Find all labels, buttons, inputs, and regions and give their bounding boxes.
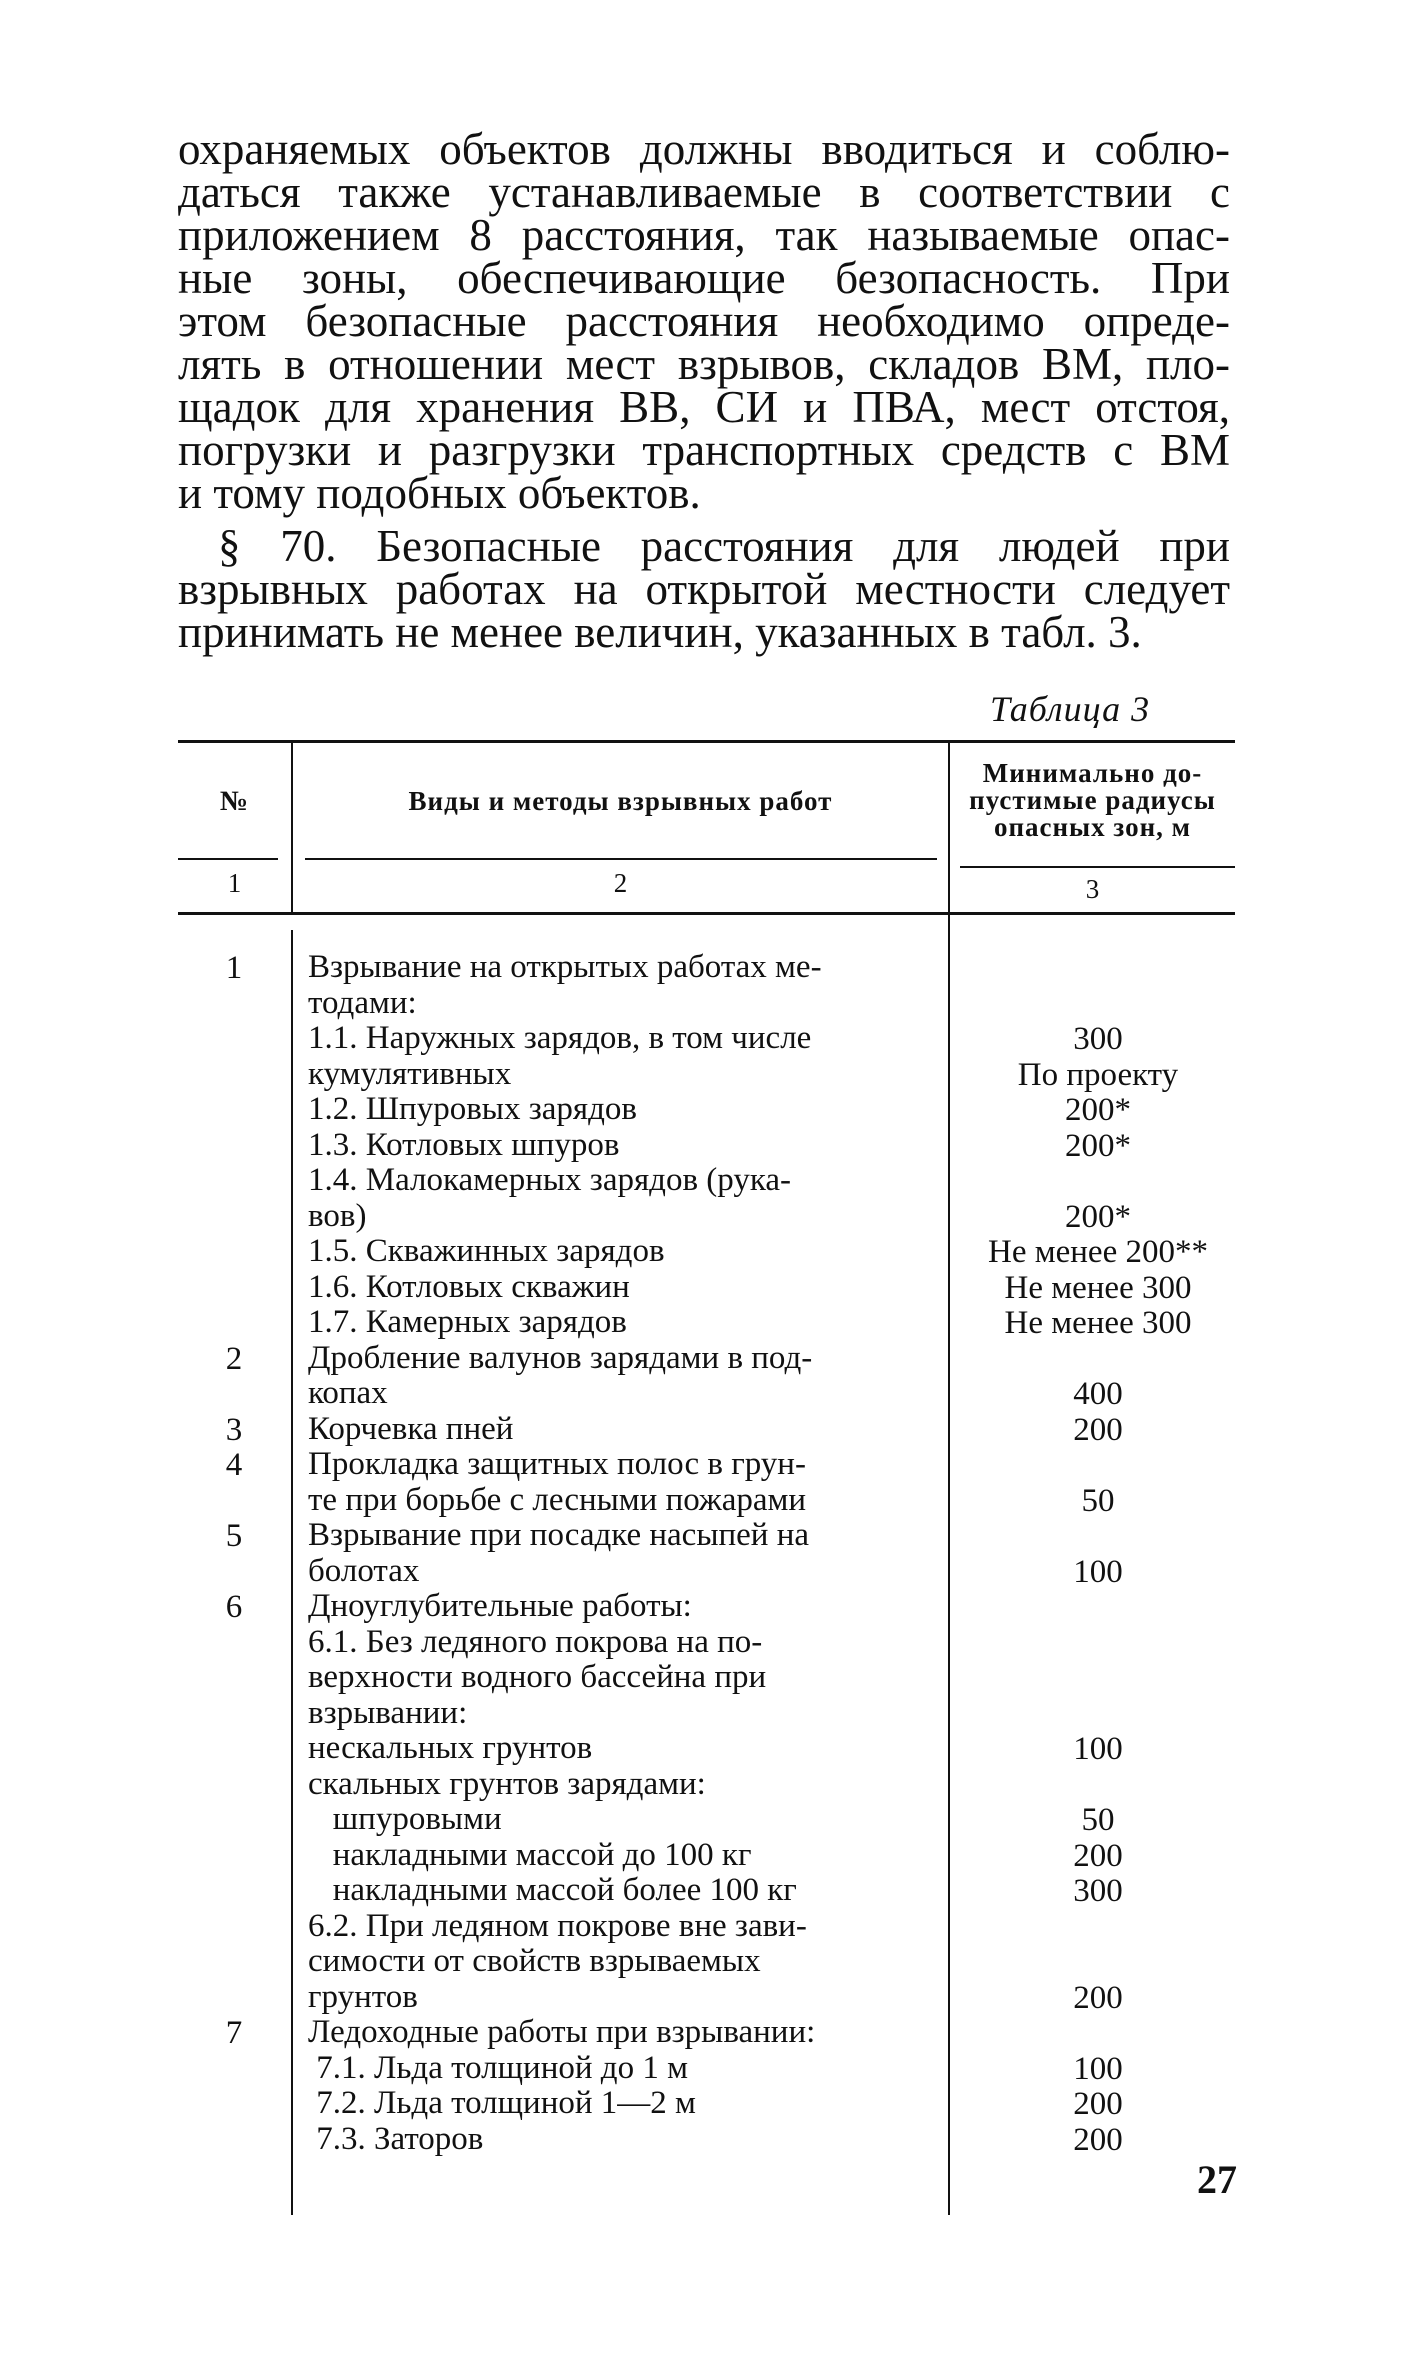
colnum-1: 1 xyxy=(227,868,242,898)
header-num: № xyxy=(219,786,250,817)
page-number: 27 xyxy=(1197,2157,1237,2202)
row-value: По проекту xyxy=(1017,1056,1179,1093)
row-description: 1.1. Наружных зарядов, в том числе xyxy=(308,1020,812,1056)
row-description: 7.1. Льда толщиной до 1 м xyxy=(308,2049,688,2086)
header-radius-line1: Минимально до- xyxy=(982,758,1203,788)
paragraph-line: лять в отношении мест взрывов, складов ВМ, пло- xyxy=(178,339,1230,389)
vline-2 xyxy=(948,740,950,2215)
row-description: болотах xyxy=(308,1552,420,1589)
row-description: накладными массой до 100 кг xyxy=(308,1836,752,1873)
paragraph-line: охраняемых объектов должны вводиться и соблю- xyxy=(178,124,1230,174)
row-description: Дробление валунов зарядами в под- xyxy=(308,1339,813,1376)
row-description: Ледоходные работы при взрывании: xyxy=(308,2014,816,2050)
paragraph-line: принимать не менее величин, указанных в табл. 3. xyxy=(178,607,1142,657)
paragraph-line: даться также устанавливаемые в соответствии с xyxy=(178,167,1230,217)
row-value: 200* xyxy=(1065,1127,1131,1164)
row-description: Взрывание на открытых работах ме- xyxy=(308,949,822,985)
row-description: 7.2. Льда толщиной 1—2 м xyxy=(308,2085,696,2121)
row-value: 100 xyxy=(1073,2050,1123,2087)
row-description: 1.4. Малокамерных зарядов (рука- xyxy=(308,1162,791,1198)
row-value: 100 xyxy=(1073,1731,1123,1767)
paragraph-line: взрывных работах на открытой местности следует xyxy=(178,564,1230,614)
row-description: 1.5. Скважинных зарядов xyxy=(308,1233,665,1269)
row-description: 1.3. Котловых шпуров xyxy=(308,1126,620,1163)
row-description: кумулятивных xyxy=(308,1055,512,1092)
row-value: 200 xyxy=(1073,1837,1123,1874)
header-radius-line2: пустимые радиусы xyxy=(969,785,1216,815)
paragraph-2 xyxy=(178,521,1230,657)
paragraph-1 xyxy=(178,124,1230,518)
row-value: 200* xyxy=(1065,1092,1131,1128)
row-description: тодами: xyxy=(308,984,417,1021)
row-description: те при борьбе с лесными пожарами xyxy=(308,1481,807,1518)
row-value: 200 xyxy=(1073,2086,1123,2122)
colnum-rule xyxy=(178,912,1235,915)
paragraph-line: и тому подобных объектов. xyxy=(178,468,701,518)
paragraph-line: приложением 8 расстояния, так называемые опас- xyxy=(178,210,1230,260)
row-description: скальных грунтов зарядами: xyxy=(308,1765,706,1802)
row-value: 50 xyxy=(1081,1802,1115,1838)
row-description: грунтов xyxy=(308,1978,418,2015)
row-value: Не менее 300 xyxy=(1004,1269,1192,1306)
row-value: Не менее 200** xyxy=(988,1234,1208,1270)
row-description: взрывании: xyxy=(308,1694,468,1731)
row-description: вов) xyxy=(308,1197,367,1234)
row-description: 7.3. Заторов xyxy=(308,2120,484,2157)
row-value: 400 xyxy=(1073,1376,1123,1412)
row-value: 200 xyxy=(1073,1979,1123,2016)
row-description: 1.7. Камерных зарядов xyxy=(308,1304,627,1340)
row-description: 1.2. Шпуровых зарядов xyxy=(308,1091,637,1127)
table xyxy=(178,740,1235,2180)
header-kinds: Виды и методы взрывных работ xyxy=(408,786,833,816)
vline-1b xyxy=(291,930,293,2215)
table-top-rule xyxy=(178,740,1235,743)
row-value: 200 xyxy=(1073,2121,1123,2158)
paragraph-line: § 70. Безопасные расстояния для людей при xyxy=(218,521,1230,571)
row-description: Взрывание при посадке насыпей на xyxy=(308,1517,810,1553)
header-radius xyxy=(950,760,1235,841)
paragraph-line: этом безопасные расстояния необходимо опреде- xyxy=(178,296,1230,346)
row-number: 5 xyxy=(225,1518,243,1554)
row-value: 200 xyxy=(1073,1411,1123,1448)
row-value: 50 xyxy=(1081,1482,1115,1519)
row-description: накладными массой более 100 кг xyxy=(308,1872,797,1908)
header-radius-line3: опасных зон, м xyxy=(993,812,1192,842)
row-value: 300 xyxy=(1073,1873,1123,1909)
row-value: 300 xyxy=(1073,1021,1123,1057)
colnum-3: 3 xyxy=(1085,874,1100,904)
row-number: 2 xyxy=(225,1340,243,1377)
row-description: 6.2. При ледяном покрове вне зави- xyxy=(308,1907,807,1944)
row-number: 6 xyxy=(225,1589,243,1625)
row-description: верхности водного бассейна при xyxy=(308,1659,767,1695)
row-description: Корчевка пней xyxy=(308,1410,514,1447)
row-description: копах xyxy=(308,1375,388,1411)
row-number: 3 xyxy=(225,1411,243,1448)
paragraph-line: ные зоны, обеспечивающие безопасность. При xyxy=(178,253,1230,303)
row-description: Прокладка защитных полос в грун- xyxy=(308,1446,806,1482)
header-rule-col1 xyxy=(178,858,278,860)
row-number: 4 xyxy=(225,1447,243,1483)
row-description: 1.6. Котловых скважин xyxy=(308,1268,630,1305)
row-description: шпуровыми xyxy=(308,1801,502,1837)
page-body xyxy=(178,124,1230,657)
row-description: нескальных грунтов xyxy=(308,1730,593,1766)
row-value: 200* xyxy=(1065,1198,1131,1235)
row-number: 1 xyxy=(225,950,243,986)
colnum-2: 2 xyxy=(613,868,628,898)
table-caption: Таблица 3 xyxy=(990,689,1151,729)
row-value: Не менее 300 xyxy=(1004,1305,1192,1341)
paragraph-line: погрузки и разгрузки транспортных средств с ВМ xyxy=(178,425,1230,475)
row-number: 7 xyxy=(225,2015,243,2051)
row-description: 6.1. Без ледяного покрова на по- xyxy=(308,1623,763,1660)
paragraph-line: щадок для хранения ВВ, СИ и ПВА, мест отстоя, xyxy=(178,382,1230,432)
row-value: 100 xyxy=(1073,1553,1123,1590)
row-description: симости от свойств взрываемых xyxy=(308,1943,761,1979)
header-rule-col2 xyxy=(305,858,937,860)
header-rule-col3 xyxy=(960,866,1235,868)
row-description: Дноуглубительные работы: xyxy=(308,1588,692,1624)
